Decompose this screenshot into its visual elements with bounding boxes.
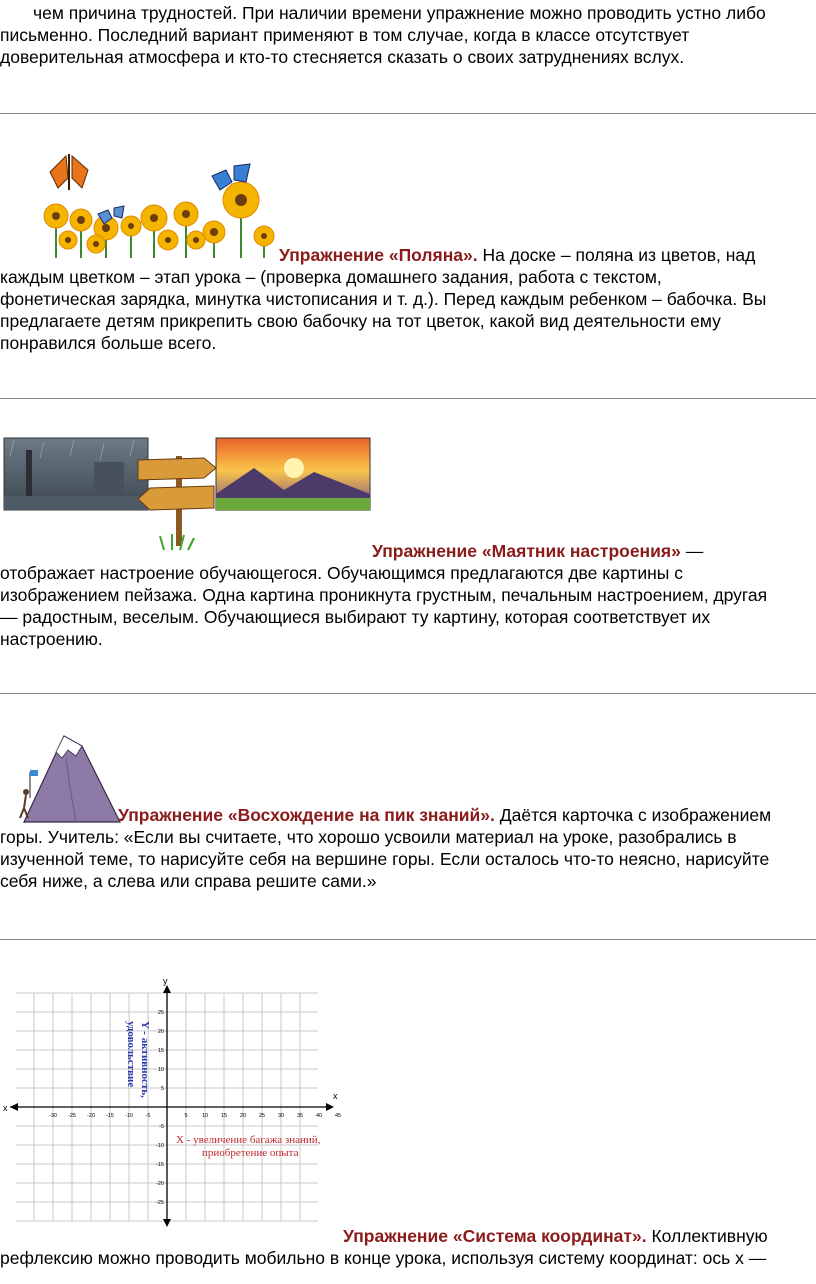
y-tick-label: 20 (157, 1029, 164, 1035)
x-tick-label: 10 (201, 1113, 209, 1119)
intro-line: письменно. Последний вариант применяют в том случае, когда в классе отсутствует (0, 25, 690, 45)
y-axis-caption-line1: Y - активность, (139, 1021, 151, 1098)
x-axis-arrow-left (10, 1103, 18, 1111)
sistema-title: Упражнение «Система координат». (343, 1226, 647, 1246)
y-tick-label: -15 (156, 1162, 164, 1168)
x-axis-letter-left: x (3, 1103, 8, 1113)
polyana-line: предлагаете детям прикрепить свою бабочку на тот цветок, какой вид деятельности ему (0, 311, 721, 331)
mayatnik-paragraph (0, 540, 816, 650)
tick-labels (49, 1010, 341, 1206)
coordinate-system-figure (0, 975, 340, 1235)
voskhozhdenie-title: Упражнение «Восхождение на пик знаний». (118, 805, 495, 825)
y-tick-label: -5 (159, 1124, 164, 1130)
x-tick-label: -15 (106, 1113, 114, 1119)
sistema-paragraph (0, 1225, 816, 1269)
x-tick-label: 5 (184, 1113, 188, 1119)
x-tick-label: -5 (145, 1113, 151, 1119)
y-axis-caption-line2: удовольствие (125, 1021, 137, 1088)
mayatnik-title: Упражнение «Маятник настроения» (372, 541, 681, 561)
x-tick-label: 15 (220, 1113, 228, 1119)
y-tick-label: 25 (157, 1010, 164, 1016)
section-divider (0, 693, 816, 694)
sistema-text: Коллективную (646, 1226, 768, 1246)
y-axis-caption (125, 1021, 151, 1098)
voskhozhdenie-line: горы. Учитель: «Если вы считаете, что хорошо усвоили материал на уроке, разобрались в (0, 827, 737, 847)
polyana-line: понравился больше всего. (0, 333, 217, 353)
mayatnik-text: — (680, 541, 704, 561)
mayatnik-line: отображает настроение обучающегося. Обучающимся предлагаются две картины с (0, 563, 683, 583)
y-tick-label: 5 (160, 1086, 164, 1092)
y-axis-letter: y (163, 976, 168, 986)
y-axis-arrow-up (163, 985, 171, 993)
polyana-line: фонетическая зарядка, минутка чистописания и т. д.). Перед каждым ребенком – бабочка. Вы (0, 289, 767, 309)
x-axis-letter: x (333, 1091, 338, 1101)
section-divider (0, 939, 816, 940)
polyana-paragraph (0, 244, 816, 354)
flowers-butterflies-illustration (36, 148, 280, 258)
x-tick-label: -10 (125, 1113, 133, 1119)
y-tick-label: -20 (156, 1181, 164, 1187)
section-divider (0, 113, 816, 114)
intro-line: чем причина трудностей. При наличии времени упражнение можно проводить устно либо (33, 3, 766, 23)
x-tick-label: 25 (258, 1113, 266, 1119)
mood-pendulum-illustration (4, 438, 372, 552)
x-tick-label: -20 (87, 1113, 95, 1119)
voskhozhdenie-line: изученной теме, то нарисуйте себя на вершине горы. Если осталось что-то неясно, нарисуйте (0, 849, 770, 869)
polyana-line: каждым цветком – этап урока – (проверка домашнего задания, работа с текстом, (0, 267, 662, 287)
x-axis-caption-line2: приобретение опыта (202, 1147, 299, 1159)
sistema-line: рефлексию можно проводить мобильно в конце урока, используя систему координат: ось х — (0, 1248, 767, 1268)
x-axis-caption-line1: X - увеличение багажа знаний, (176, 1134, 321, 1146)
x-tick-label: -25 (68, 1113, 76, 1119)
x-tick-label: -30 (49, 1113, 57, 1119)
intro-line: доверительная атмосфера и кто-то стесняется сказать о своих затруднениях вслух. (0, 47, 685, 67)
y-tick-label: 10 (157, 1067, 164, 1073)
intro-paragraph (0, 2, 816, 68)
mayatnik-line: изображением пейзажа. Одна картина проникнута грустным, печальным настроением, другая (0, 585, 768, 605)
mayatnik-line: настроению. (0, 629, 103, 649)
polyana-text: На доске – поляна из цветов, над (477, 245, 756, 265)
x-axis-arrow-right (326, 1103, 334, 1111)
x-tick-label: 20 (239, 1113, 247, 1119)
x-tick-label: 35 (296, 1113, 304, 1119)
y-tick-label: -25 (156, 1200, 164, 1206)
y-tick-label: -10 (156, 1143, 164, 1149)
mayatnik-line: — радостным, веселым. Обучающиеся выбирают ту картину, которая соответствует их (0, 607, 711, 627)
voskhozhdenie-text: Даётся карточка с изображением (494, 805, 772, 825)
voskhozhdenie-line: себя ниже, а слева или справа решите сами.» (0, 871, 377, 891)
section-divider (0, 398, 816, 399)
y-tick-label: 15 (157, 1048, 164, 1054)
x-tick-label: 40 (315, 1113, 323, 1119)
x-tick-label: 30 (277, 1113, 285, 1119)
x-tick-label: 45 (334, 1113, 342, 1119)
polyana-title: Упражнение «Поляна». (279, 245, 478, 265)
voskhozhdenie-paragraph (0, 804, 816, 892)
